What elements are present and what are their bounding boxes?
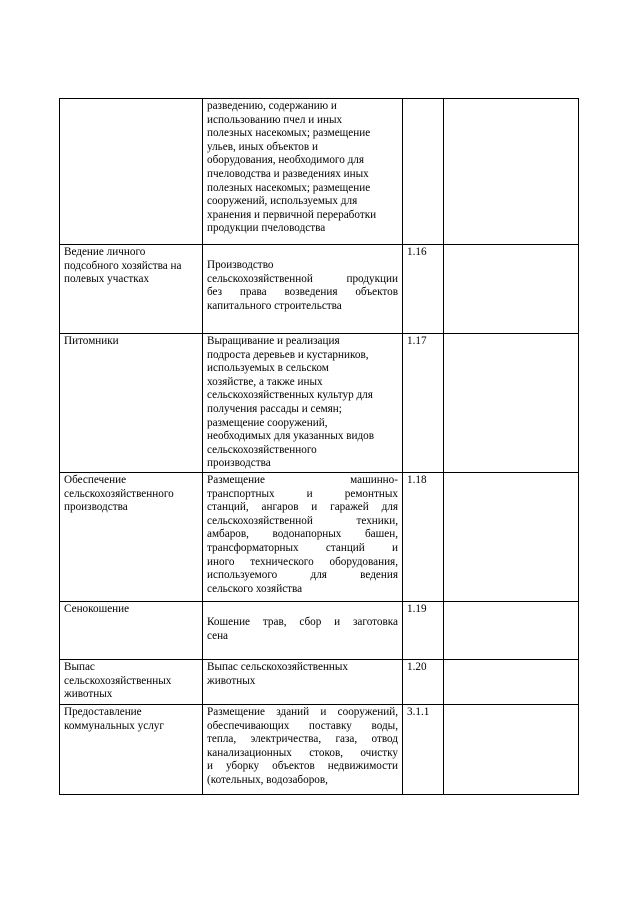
description-line: транспортных и ремонтных xyxy=(207,487,398,500)
use-type-code: 1.19 xyxy=(403,602,444,660)
description-line: Кошение трав, сбор и заготовка xyxy=(207,616,398,628)
use-type-name: Обеспечение сельскохозяйственного производства xyxy=(60,473,203,602)
description-line: оборудования, необходимого для xyxy=(207,154,365,167)
description-line: сооружений, используемых для xyxy=(207,195,358,208)
use-type-code: 1.20 xyxy=(403,660,444,705)
description-line: пчеловодства и разведениях иных xyxy=(207,167,369,180)
description-line: капитального строительства xyxy=(207,299,342,312)
description-line: сельскохозяйственной техники, xyxy=(207,514,398,527)
description-line: сельскохозяйственной продукции xyxy=(207,272,398,285)
empty-cell xyxy=(444,334,579,473)
description-line: амбаров, водонапорных башен, xyxy=(207,528,398,541)
land-use-table xyxy=(59,98,579,795)
description-line: Размещение машинно- xyxy=(207,474,398,486)
description-line: хозяйстве, а также иных xyxy=(207,375,323,388)
use-type-name: Питомники xyxy=(60,334,203,473)
use-type-code: 1.17 xyxy=(403,334,444,473)
use-type-code: 1.18 xyxy=(403,473,444,602)
empty-cell xyxy=(444,602,579,660)
use-type-code: 3.1.1 xyxy=(403,705,444,795)
use-type-name: Предоставление коммунальных услуг xyxy=(60,705,203,795)
description-line: сена xyxy=(207,629,229,642)
description-line: и уборку объектов недвижимости xyxy=(207,760,398,773)
use-type-description xyxy=(203,334,403,473)
use-type-description xyxy=(203,602,403,660)
table-row xyxy=(60,473,579,602)
empty-cell xyxy=(444,473,579,602)
use-type-description xyxy=(203,99,403,245)
empty-cell xyxy=(444,245,579,334)
description-line: сельскохозяйственного xyxy=(207,443,317,456)
description-line: необходимых для указанных видов xyxy=(207,430,375,443)
description-line: полезных насекомых; размещение xyxy=(207,181,371,194)
use-type-description xyxy=(203,245,403,334)
description-line: тепла, электричества, газа, отвод xyxy=(207,733,398,746)
description-line: без права возведения объектов xyxy=(207,286,398,299)
table-row xyxy=(60,660,579,705)
description-line: канализационных стоков, очистку xyxy=(207,746,398,759)
description-line: Выпас сельскохозяйственных xyxy=(207,661,349,673)
description-line: подроста деревьев и кустарников, xyxy=(207,348,369,361)
description-line: (котельных, водозаборов, xyxy=(207,773,328,786)
description-line: используемых в сельском xyxy=(207,362,329,375)
description-line: ульев, иных объектов и xyxy=(207,140,318,153)
use-type-description xyxy=(203,473,403,602)
description-line: трансформаторных станций и xyxy=(207,541,398,554)
use-type-name xyxy=(60,99,203,245)
empty-cell xyxy=(444,705,579,795)
description-line: разведению, содержанию и xyxy=(207,100,337,112)
description-line: иного технического оборудования, xyxy=(207,555,398,568)
use-type-description xyxy=(203,705,403,795)
description-line: сельскохозяйственных культур для xyxy=(207,389,373,402)
description-line: хранения и первичной переработки xyxy=(207,208,377,221)
table-row xyxy=(60,245,579,334)
description-line: животных xyxy=(207,674,256,687)
table-row xyxy=(60,99,579,245)
description-line: получения рассады и семян; xyxy=(207,402,342,415)
description-line: используемого для ведения xyxy=(207,569,398,582)
description-line: Размещение зданий и сооружений, xyxy=(207,706,398,718)
description-line: продукции пчеловодства xyxy=(207,222,326,235)
use-type-name: Ведение личного подсобного хозяйства на полевых участках xyxy=(60,245,203,334)
table-row xyxy=(60,705,579,795)
description-line: Выращивание и реализация xyxy=(207,335,340,347)
description-line: полезных насекомых; размещение xyxy=(207,127,371,140)
use-type-code: 1.16 xyxy=(403,245,444,334)
empty-cell xyxy=(444,660,579,705)
empty-cell xyxy=(444,99,579,245)
table-row xyxy=(60,334,579,473)
description-line: производства xyxy=(207,457,271,470)
use-type-name: Сенокошение xyxy=(60,602,203,660)
description-line: использованию пчел и иных xyxy=(207,113,343,126)
description-line: станций, ангаров и гаражей для xyxy=(207,501,398,514)
use-type-code xyxy=(403,99,444,245)
description-line: размещение сооружений, xyxy=(207,416,328,429)
use-type-name: Выпас сельскохозяйственных животных xyxy=(60,660,203,705)
table-body xyxy=(60,99,579,795)
description-line: сельского хозяйства xyxy=(207,582,303,595)
description-line: Производство xyxy=(207,259,274,271)
description-line: обеспечивающих поставку воды, xyxy=(207,719,398,732)
table-row xyxy=(60,602,579,660)
use-type-description xyxy=(203,660,403,705)
